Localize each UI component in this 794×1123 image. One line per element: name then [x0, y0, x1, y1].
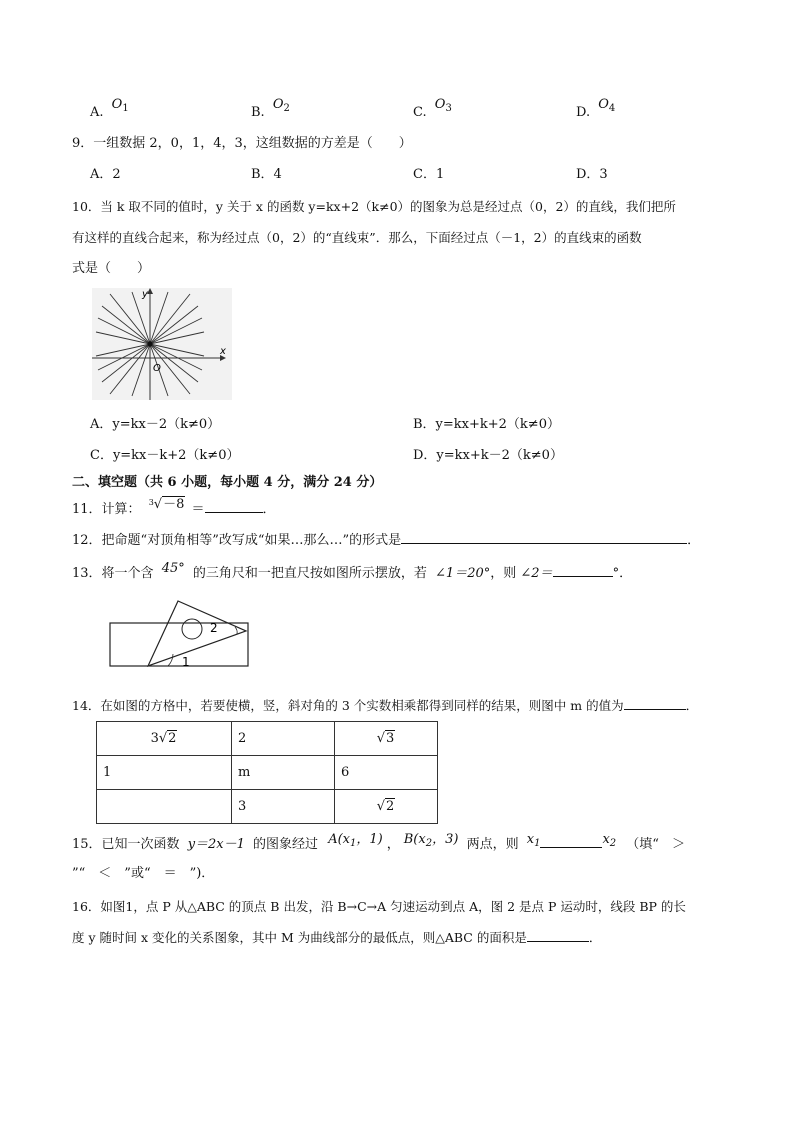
q10-option-b: B．y=kx+k+2（k≠0） [413, 417, 560, 432]
q16-line1: 16．如图1，点 P 从△ABC 的顶点 B 出发，沿 B→C→A 匀速运动到点 A，图 2 是点 P 运动时，线段 BP 的长 [72, 899, 686, 914]
q16-answer-blank [527, 929, 589, 942]
q8-option-b: B. $O^2$ [251, 97, 290, 120]
q15-x1: $x_1$ [526, 832, 541, 849]
grid-cell: 6 [335, 756, 438, 790]
q11-question: 11．计算： $^3$√－8 ＝ ． [72, 497, 276, 517]
q13-angle-1-label: 1 [182, 655, 190, 669]
q15-x2: $x_2$ [602, 832, 617, 849]
q12-question: 12．把命题“对顶角相等”改写成“如果…那么…”的形式是 ． [72, 533, 701, 548]
q15-question-line1: 15．已知一次函数 y＝2x－1 的图象经过 $A(x_1$，1) ， $B(x_2$，3) 两点，则 $x_1$ $x_2$ （填“ ＞ [72, 832, 685, 852]
radical-sign-icon: √ [153, 497, 163, 512]
q10-line-bundle-figure [92, 288, 232, 400]
q11-root-index: 3 [148, 498, 154, 507]
q8-option-c: C. $O^3$ [413, 97, 452, 120]
q9-option-b: B．4 [251, 167, 282, 182]
q15-point-b: $B(x_2$，3) [403, 832, 459, 849]
q10-origin-label: O [153, 363, 161, 374]
grid-cell: 1 [97, 756, 232, 790]
q9-option-d: D．3 [576, 167, 608, 182]
radical-sign-icon: √ [376, 731, 385, 746]
q8-option-d: D. $O^4$ [576, 97, 616, 120]
q8-option-a: A. $O^1$ [90, 97, 129, 120]
q13-ruler-triangle-figure [108, 596, 252, 670]
q15-point-a: $A(x_1$，1) [328, 832, 383, 849]
q9-option-a: A．2 [90, 167, 121, 182]
grid-cell: 2 [232, 722, 335, 756]
q10-option-d: D．y=kx+k－2（k≠0） [413, 448, 563, 463]
q15-answer-blank [540, 835, 602, 848]
q13-angle-2-label: 2 [210, 621, 218, 635]
q10-axis-y-label: y [142, 289, 148, 300]
q10-line2: 有这样的直线合起来，称为经过点（0，2）的“直线束”．那么，下面经过点（－1，2）的直线束的函数 [72, 230, 642, 245]
q10-line3: 式是（ ） [72, 261, 151, 276]
q11-radicand: －8 [163, 497, 185, 512]
q10-line1: 10．当 k 取不同的值时，y 关于 x 的函数 y=kx+2（k≠0）的图象为总是经过点（0，2）的直线，我们把所 [72, 199, 676, 214]
grid-cell: √2 [335, 790, 438, 824]
radical-sign-icon: √ [376, 799, 385, 814]
q9-option-c: C．1 [413, 167, 445, 182]
q15-question-line2: ”“ ＜ ”或“ ＝ ”)． [72, 866, 215, 881]
q16-line2: 度 y 随时间 x 变化的关系图象，其中 M 为曲线部分的最低点，则△ABC 的面积是 ． [72, 930, 602, 945]
q10-option-c: C．y=kx－k+2（k≠0） [90, 448, 240, 463]
grid-row [97, 756, 438, 790]
grid-row [97, 790, 438, 824]
section-title: 二、填空题（共 6 小题，每小题 4 分，满分 24 分） [72, 475, 383, 490]
radical-sign-icon: √ [158, 731, 168, 746]
q13-question: 13．将一个含 45° 的三角尺和一把直尺按如图所示摆放，若 ∠1＝20°，则 ∠2＝ °． [72, 561, 633, 581]
q15-function: y＝2x－1 [187, 837, 245, 852]
q10-option-a: A．y=kx－2（k≠0） [90, 417, 221, 432]
grid-cell [97, 790, 232, 824]
q13-answer-blank [553, 564, 613, 577]
grid-cell: 3√2 [97, 722, 232, 756]
q14-answer-blank [624, 697, 686, 710]
q14-question: 14．在如图的方格中，若要使横，竖，斜对角的 3 个实数相乘都得到同样的结果，则图中 m 的值为 ． [72, 698, 699, 713]
q9-question: 9．一组数据 2，0，1，4，3，这组数据的方差是（ ） [72, 136, 412, 151]
grid-cell: m [232, 756, 335, 790]
grid-cell: √3 [335, 722, 438, 756]
grid-cell: 3 [232, 790, 335, 824]
q11-answer-blank [205, 500, 263, 513]
q12-answer-blank [401, 531, 687, 544]
grid-row [97, 722, 438, 756]
q14-magic-grid [96, 721, 438, 824]
q10-axis-x-label: x [220, 346, 226, 357]
q13-angle-45: 45° [161, 561, 185, 576]
